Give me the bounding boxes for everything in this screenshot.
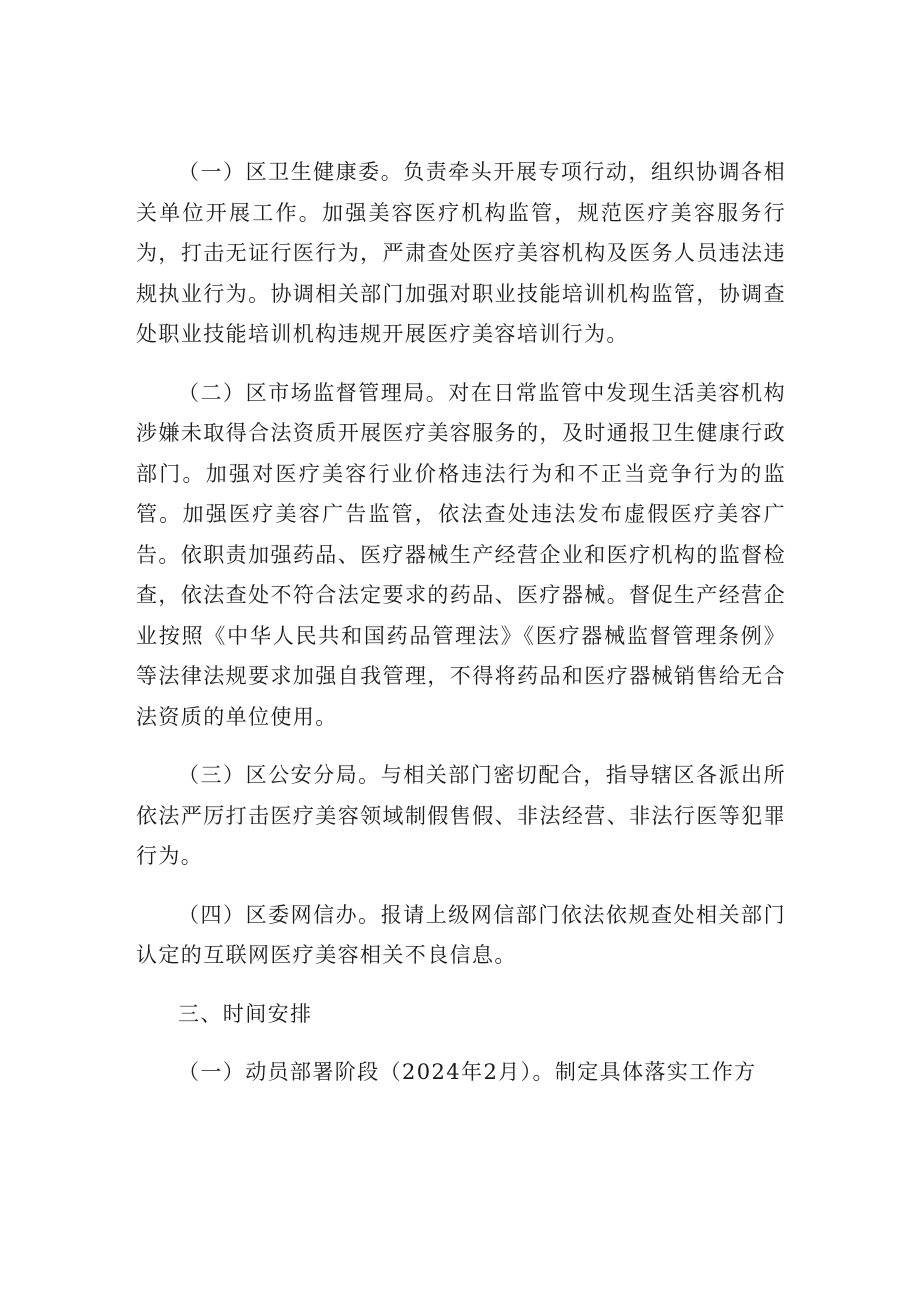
paragraph-mobilization-stage: （一）动员部署阶段（2024年2月）。制定具体落实工作方: [178, 1060, 757, 1084]
paragraph-health-commission: （一）区卫生健康委。负责牵头开展专项行动，组织协调各相关单位开展工作。加强美容医疗机构监管，规范医疗美容服务行为，打击无证行医行为，严肃查处医疗美容机构及医务人员违法违规执业行为。协调相关部门加强对职业技能培训机构监管，协调查处职业技能培训机构违规开展医疗美容培训行为。: [136, 160, 786, 346]
document-body: [136, 152, 786, 1093]
section-heading-schedule: 三、时间安排: [178, 1001, 313, 1026]
paragraph-market-supervision: （二）区市场监督管理局。对在日常监管中发现生活美容机构涉嫌未取得合法资质开展医疗美容服务的，及时通报卫生健康行政部门。加强对医疗美容行业价格违法行为和不正当竞争行为的监管。加强医疗美容广告监管，依法查处违法发布虚假医疗美容广告。依职责加强药品、医疗器械生产经营企业和医疗机构的监督检查，依法查处不符合法定要求的药品、医疗器械。督促生产经营企业按照《中华人民共和国药品管理法》《医疗器械监督管理条例》等法律法规要求加强自我管理，不得将药品和医疗器械销售给无合法资质的单位使用。: [136, 380, 786, 729]
paragraph-cyberspace-office: （四）区委网信办。报请上级网信部门依法依规查处相关部门认定的互联网医疗美容相关不良信息。: [136, 902, 786, 967]
paragraph-public-security: （三）区公安分局。与相关部门密切配合，指导辖区各派出所依法严厉打击医疗美容领域制假售假、非法经营、非法行医等犯罪行为。: [136, 763, 786, 868]
